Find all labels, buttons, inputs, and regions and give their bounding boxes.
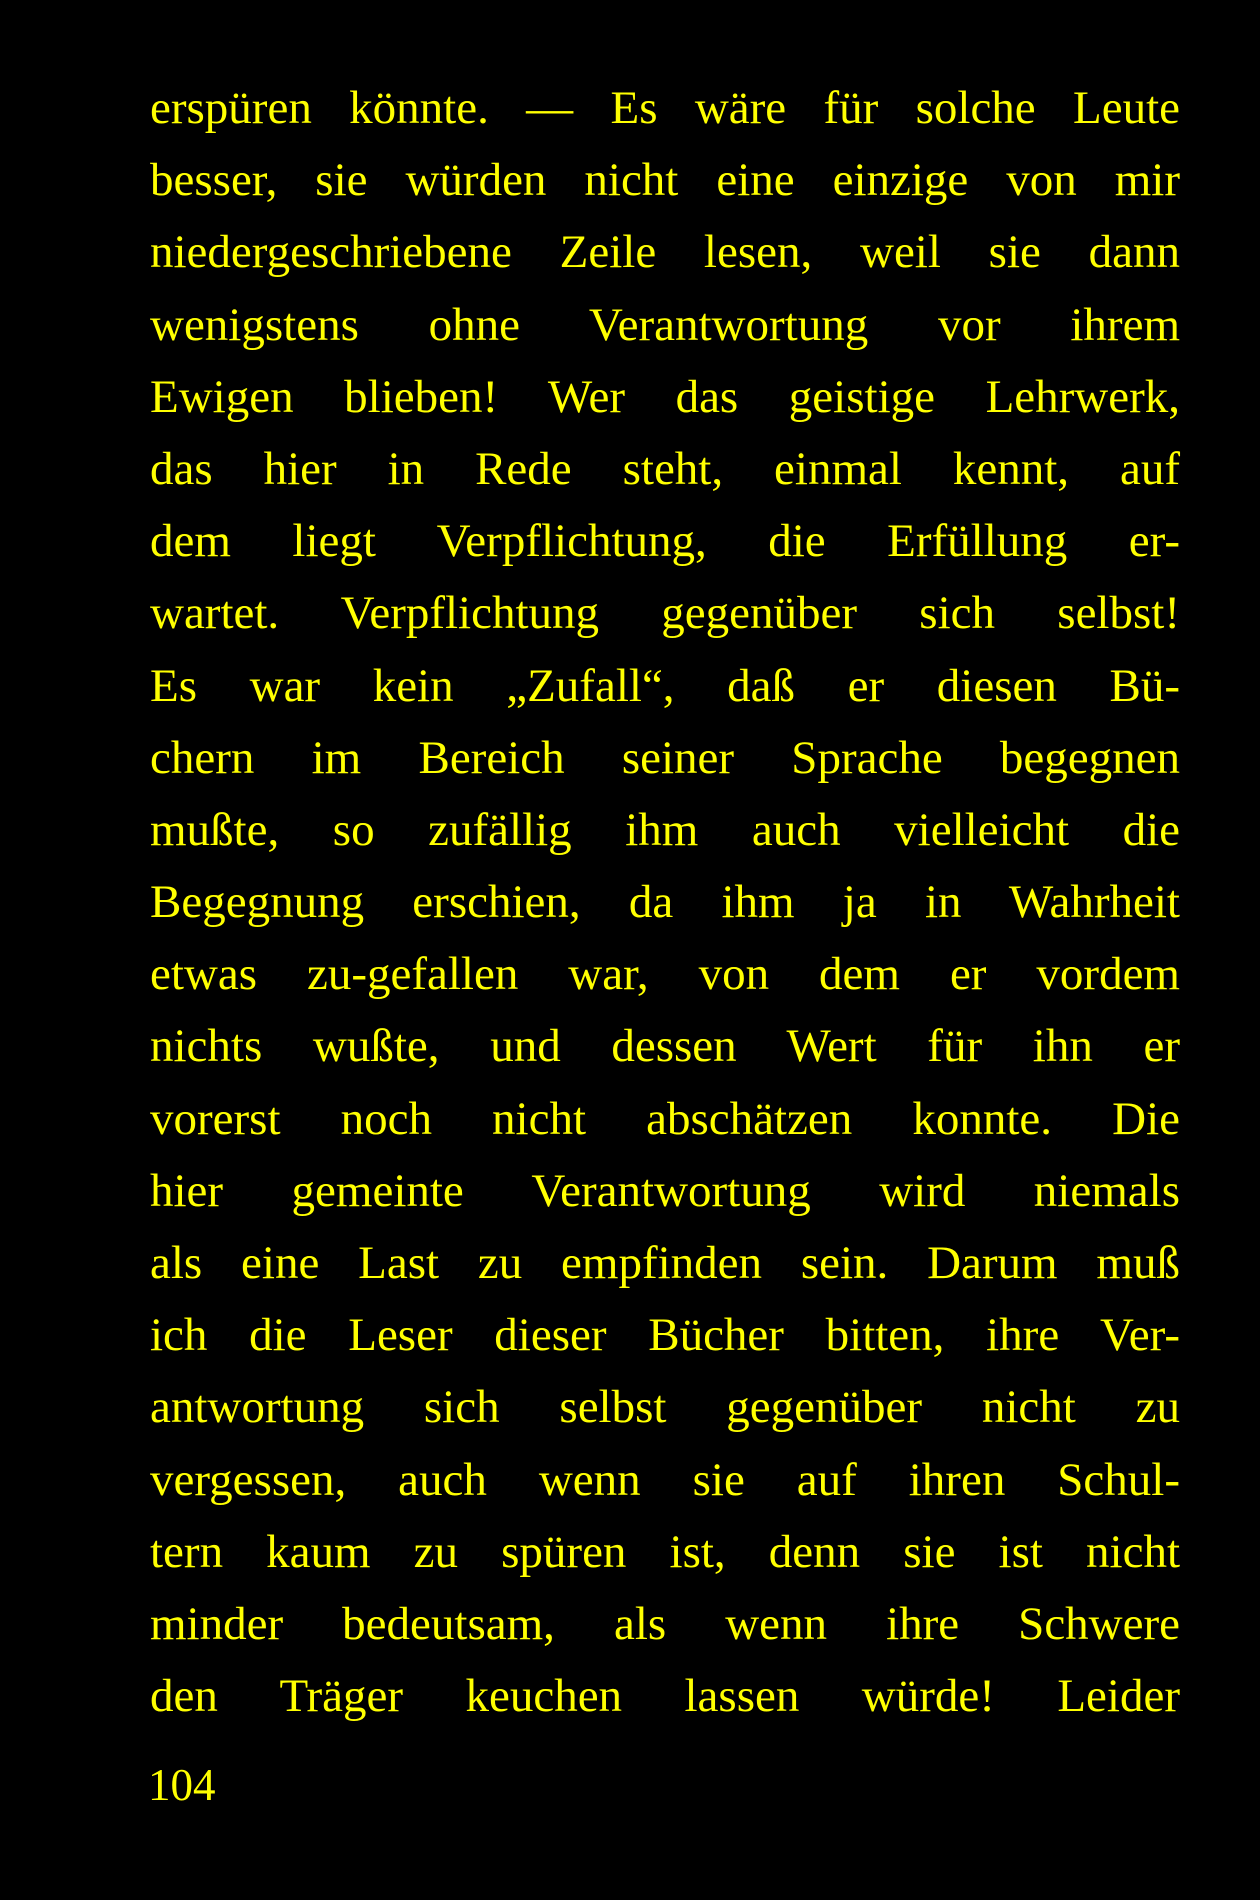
page-number: 104: [148, 1760, 216, 1810]
text-line-11: mußte, so zufällig ihm auch vielleicht die: [150, 803, 1180, 856]
text-line-22: minder bedeutsam, als wenn ihre Schwere: [150, 1597, 1180, 1650]
text-line-7: dem liegt Verpflichtung, die Erfüllung er-: [150, 515, 1180, 568]
text-line-14: nichts wußte, und dessen Wert für ihn er: [150, 1020, 1180, 1073]
text-line-20: vergessen, auch wenn sie auf ihren Schul-: [150, 1453, 1180, 1506]
text-line-16: hier gemeinte Verantwortung wird niemals: [150, 1164, 1180, 1217]
text-line-21: tern kaum zu spüren ist, denn sie ist nicht: [150, 1525, 1180, 1578]
body-text: [150, 72, 1180, 1732]
text-line-5: Ewigen blieben! Wer das geistige Lehrwerk,: [150, 370, 1180, 423]
text-line-3: niedergeschriebene Zeile lesen, weil sie dann: [150, 226, 1180, 279]
text-line-10: chern im Bereich seiner Sprache begegnen: [150, 731, 1180, 784]
text-line-6: das hier in Rede steht, einmal kennt, auf: [150, 442, 1180, 495]
text-line-2: besser, sie würden nicht eine einzige von mir: [150, 154, 1180, 207]
text-line-1: erspüren könnte. — Es wäre für solche Leute: [150, 82, 1180, 134]
text-line-9: Es war kein „Zufall“, daß er diesen Bü-: [150, 659, 1180, 712]
text-line-23: den Träger keuchen lassen würde! Leider: [150, 1670, 1180, 1723]
text-line-15: vorerst noch nicht abschätzen konnte. Die: [150, 1092, 1180, 1145]
text-line-18: ich die Leser dieser Bücher bitten, ihre Ver-: [150, 1309, 1180, 1362]
text-line-17: als eine Last zu empfinden sein. Darum muß: [150, 1237, 1180, 1289]
text-line-4: wenigstens ohne Verantwortung vor ihrem: [150, 298, 1180, 351]
text-line-19: antwortung sich selbst gegenüber nicht zu: [150, 1381, 1180, 1434]
text-line-13: etwas zu-gefallen war, von dem er vordem: [150, 948, 1180, 1001]
text-line-12: Begegnung erschien, da ihm ja in Wahrheit: [150, 876, 1180, 929]
text-line-8: wartet. Verpflichtung gegenüber sich selbst!: [150, 587, 1180, 640]
